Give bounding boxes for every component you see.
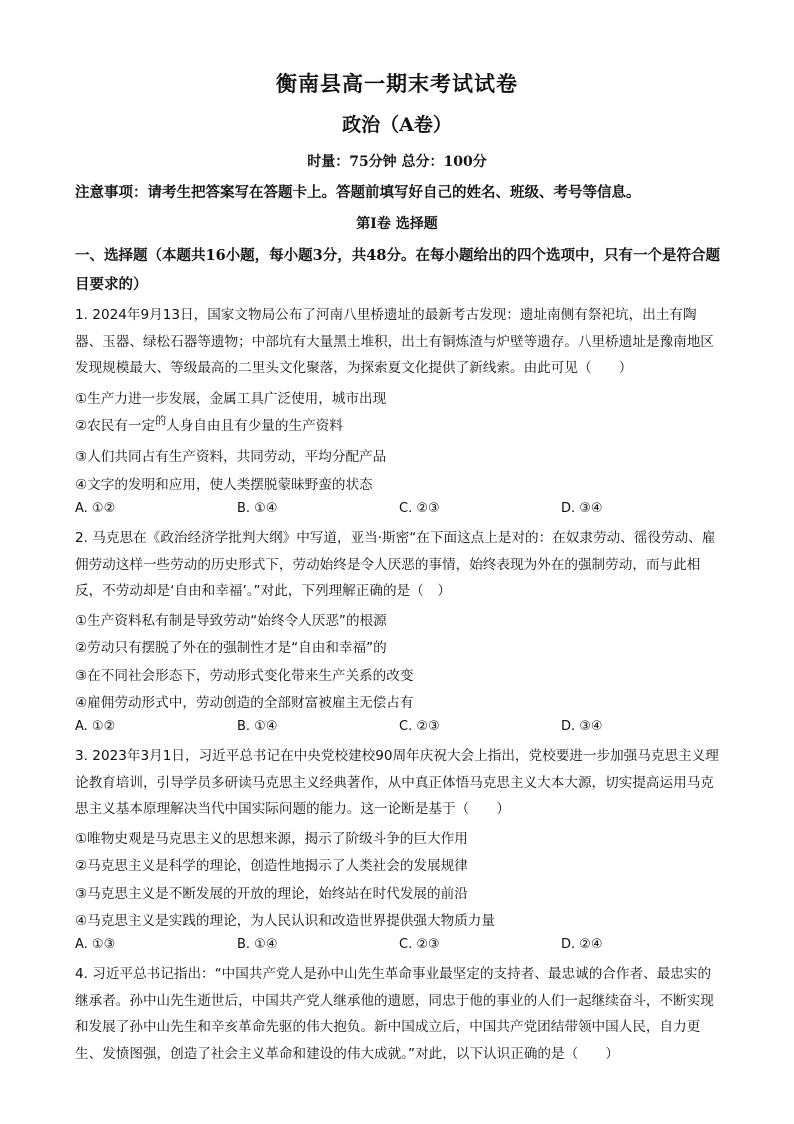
exam-subject: 政治（A卷） [342,114,452,136]
question-2-stem [75,525,723,605]
question-2-option-2: ②劳动只有摆脱了外在的强制性才是“自由和幸福”的 [75,640,387,656]
choice-a: A. ①② [75,501,116,516]
question-3-option-3: ③马克思主义是不断发展的开放的理论，始终站在时代发展的前沿 [75,886,468,902]
choice-d: D. ③④ [561,501,603,516]
choice-b: B. ①④ [237,501,278,516]
exam-title: 衡南县高一期末考试试卷 [276,71,518,96]
question-1-choices [75,501,723,521]
question-4-text: 4. 习近平总书记指出：“中国共产党人是孙中山先生革命事业最坚定的支持者、最忠诚的合作者、最忠实的继承者。孙中山先生逝世后，中国共产党人继承他的遗愿，同忠于他的事业的人们一起继续奋斗，不断实现和发展了孙中山先生和辛亥革命先驱的伟大抱负。新中国成立后，中国共产党团结带领中国人民，自力更生、发愤图强，创造了社会主义革命和建设的伟大成就。”对此，以下认识正确的是（ ） [75,966,714,1062]
choice-c: C. ②③ [399,501,440,516]
choice-d: D. ③④ [561,719,603,734]
option-2-raised-char: 的 [155,414,167,427]
choice-a: A. ①② [75,719,116,734]
question-3-option-1: ①唯物史观是马克思主义的思想来源，揭示了阶级斗争的巨大作用 [75,831,468,847]
choice-d: D. ②④ [561,937,603,952]
question-3-option-4: ④马克思主义是实践的理论，为人民认识和改造世界提供强大物质力量 [75,913,495,929]
choice-b: B. ①④ [237,719,278,734]
question-1-option-2 [75,414,343,434]
question-2-text: 2. 马克思在《政治经济学批判大纲》中写道，亚当·斯密“在下面这点上是对的：在奴隶劳动、徭役劳动、雇佣劳动这样一些劳动的历史形式下，劳动始终是令人厌恶的事情，始终表现为外在的强制劳动，而与此相反，不劳动却是‘自由和幸福’。”对此，下列理解正确的是（ ） [75,530,716,599]
choice-a: A. ①③ [75,937,116,952]
question-3-stem [75,743,723,823]
question-1-text: 1. 2024年9月13日，国家文物局公布了河南八里桥遗址的最新考古发现：遗址南侧有祭祀坑，出土有陶器、玉器、绿松石器等遗物；中部坑有大量黑土堆积，出土有铜炼渣与炉壁等遗存。八里桥遗址是豫南地区发现规模最大、等级最高的二里头文化聚落，为探索夏文化提供了新线索。由此可见（ ） [75,307,714,376]
section-heading: 第Ⅰ卷 选择题 [356,216,438,232]
question-2-option-3: ③在不同社会形态下，劳动形式变化带来生产关系的改变 [75,668,414,684]
exam-notice: 注意事项：请考生把答案写在答题卡上。答题前填写好自己的姓名、班级、考号等信息。 [75,184,641,201]
exam-time-score: 时量：75分钟 总分：100分 [307,154,487,170]
question-1-option-3: ③人们共同占有生产资料，共同劳动，平均分配产品 [75,449,387,465]
question-4-stem [75,961,723,1067]
question-3-option-2: ②马克思主义是科学的理论，创造性地揭示了人类社会的发展规律 [75,858,468,874]
question-1-option-4: ④文字的发明和应用，使人类摆脱蒙昧野蛮的状态 [75,477,373,493]
option-2-part-a: ②农民有一定 [75,418,156,434]
question-2-option-4: ④雇佣劳动形式中，劳动创造的全部财富被雇主无偿占有 [75,695,414,711]
question-3-text: 3. 2023年3月1日，习近平总书记在中央党校建校90周年庆祝大会上指出，党校要进一步加强马克思主义理论教育培训，引导学员多研读马克思主义经典著作，从中真正体悟马克思主义大本大源，切实提高运用马克思主义基本原理解决当代中国实际问题的能力。这一论断是基于（ ） [75,748,719,817]
option-2-part-c: 人身自由且有少量的生产资料 [166,418,343,434]
part-instructions: 一、选择题（本题共16小题，每小题3分，共48分。在每小题给出的四个选项中，只有一个是符合题目要求的） [75,247,720,293]
choice-c: C. ②③ [399,719,440,734]
question-2-choices [75,719,723,739]
question-1-option-1: ①生产力进一步发展，金属工具广泛使用，城市出现 [75,391,387,407]
choice-c: C. ②③ [399,937,440,952]
question-2-option-1: ①生产资料私有制是导致劳动“始终令人厌恶”的根源 [75,613,387,629]
question-3-choices [75,937,723,957]
choice-b: B. ①④ [237,937,278,952]
question-1-stem [75,302,723,382]
